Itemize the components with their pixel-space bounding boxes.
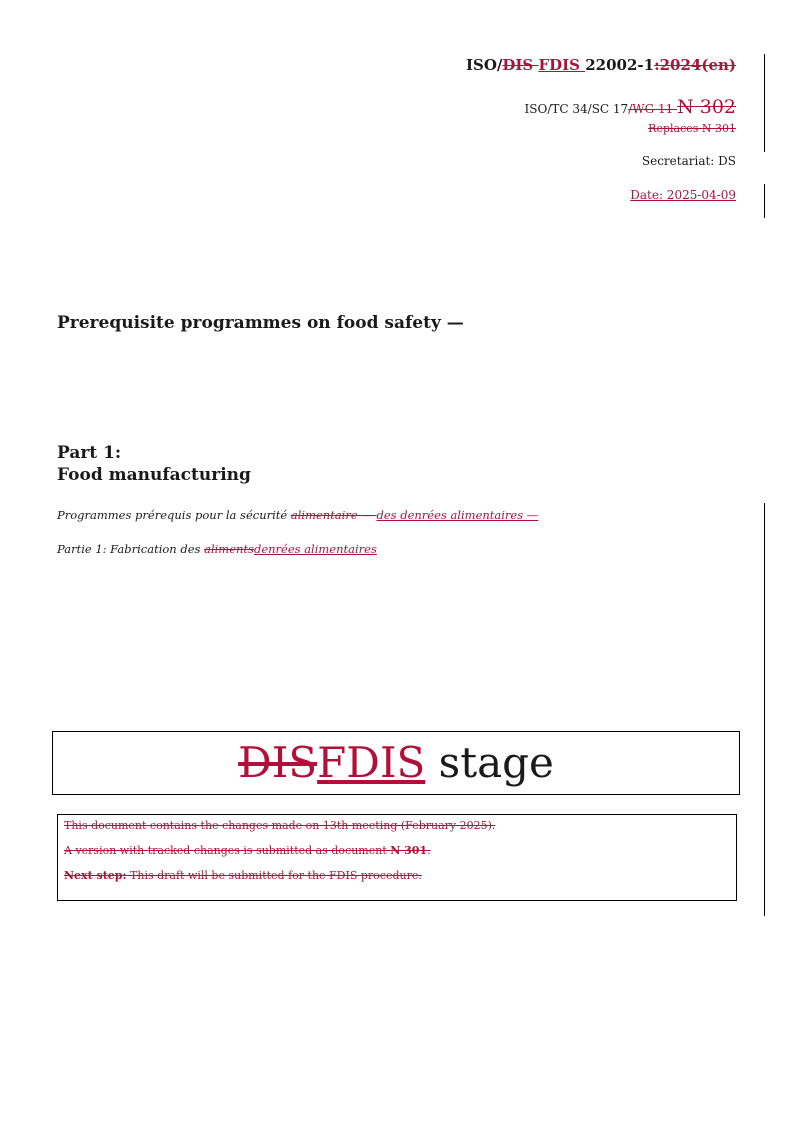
deleted-wg: /WG 11: [628, 102, 678, 116]
french-title-line-1: [57, 508, 538, 522]
note-line-1: This document contains the changes made on 13th meeting (February 2025).: [64, 819, 496, 832]
document-reference: [380, 56, 736, 74]
part-title: Food manufacturing: [57, 465, 251, 485]
deleted-year: :2024(en): [654, 56, 736, 74]
inserted-fdis: FDIS: [538, 56, 586, 74]
notes-box: [57, 814, 737, 901]
change-bar: [764, 184, 765, 218]
french-title-prefix: Programmes prérequis pour la sécurité: [57, 508, 291, 522]
note-line-3: [64, 869, 730, 883]
doc-number: 22002-1: [585, 56, 655, 74]
change-bar: [764, 54, 765, 152]
stage-word: stage: [425, 738, 554, 787]
change-bar: [764, 503, 765, 916]
french-title-inserted: des denrées alimentaires —: [376, 508, 539, 522]
french-part-prefix: Partie 1: Fabrication des: [57, 542, 205, 556]
document-date: Date: 2025-04-09: [630, 188, 736, 202]
deleted-dis: DIS: [502, 56, 539, 74]
note-line-2: [64, 844, 730, 858]
french-title-line-2: [57, 542, 377, 556]
secretariat: Secretariat: DS: [641, 154, 736, 168]
doc-prefix: ISO/: [465, 56, 503, 74]
deleted-n-number: N 302: [677, 96, 736, 118]
french-part-inserted: denrées alimentaires: [253, 542, 377, 556]
french-part-deleted: aliments: [204, 542, 254, 556]
note-line-2-doc: N 301: [390, 844, 428, 857]
note-line-2-suffix: .: [427, 844, 431, 857]
committee-reference: [380, 96, 736, 118]
part-label: Part 1:: [57, 443, 122, 463]
stage-deleted: DIS: [238, 738, 318, 787]
stage-inserted: FDIS: [317, 738, 426, 787]
stage-box: [52, 731, 740, 795]
note-line-3-label: Next step:: [64, 869, 127, 882]
note-line-3-text: This draft will be submitted for the FDIS procedure.: [126, 869, 422, 882]
replaces-note: Replaces N 301: [648, 122, 736, 135]
french-title-deleted: alimentaire —: [290, 508, 377, 522]
note-line-2-text: A version with tracked changes is submitted as document: [64, 844, 391, 857]
committee-main: ISO/TC 34/SC 17: [524, 102, 629, 116]
main-title: Prerequisite programmes on food safety —: [57, 313, 464, 333]
